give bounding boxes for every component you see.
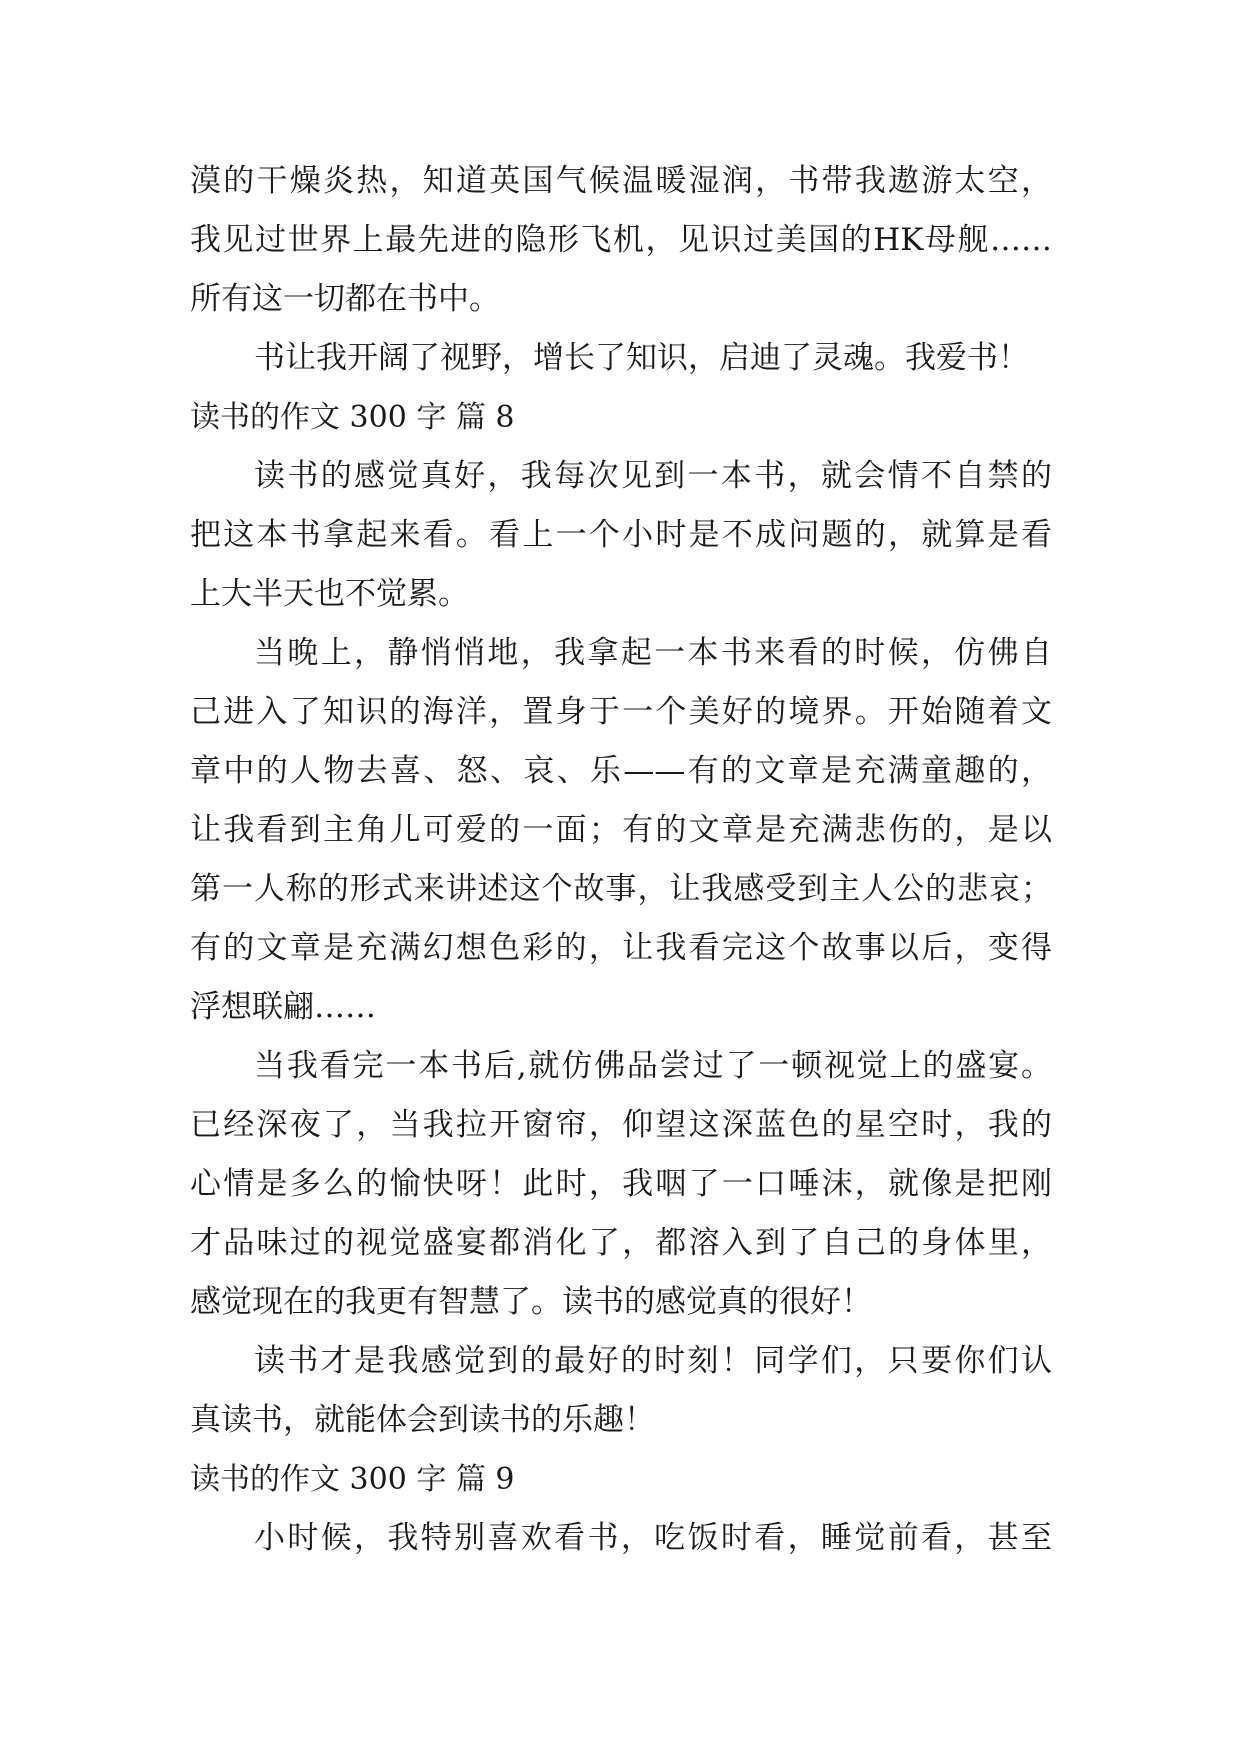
text-line: 当晚上，静悄悄地，我拿起一本书来看的时候，仿佛自 (254, 635, 1052, 671)
section-heading: 读书的作文 300 字 篇 9 (190, 1462, 515, 1497)
text-line: 有的文章是充满幻想色彩的，让我看完这个故事以后，变得 (190, 930, 1052, 966)
text-line: 真读书，就能体会到读书的乐趣！ (190, 1402, 655, 1438)
text-line: 让我看到主角儿可爱的一面；有的文章是充满悲伤的，是以 (190, 812, 1052, 848)
text-line: 书让我开阔了视野，增长了知识，启迪了灵魂。我爱书！ (254, 340, 1029, 376)
text-line: 第一人称的形式来讲述这个故事，让我感受到主人公的悲哀； (190, 871, 1052, 907)
text-line: 才品味过的视觉盛宴都消化了，都溶入到了自己的身体里， (190, 1225, 1052, 1261)
text-line: 心情是多么的愉快呀！此时，我咽了一口唾沫，就像是把刚 (190, 1166, 1052, 1202)
section-heading: 读书的作文 300 字 篇 8 (190, 400, 515, 435)
text-line: 上大半天也不觉累。 (190, 576, 469, 612)
text-line: 感觉现在的我更有智慧了。读书的感觉真的很好！ (190, 1284, 872, 1320)
text-line: 把这本书拿起来看。看上一个小时是不成问题的，就算是看 (190, 517, 1052, 553)
text-line: 所有这一切都在书中。 (190, 281, 500, 317)
text-line: 我见过世界上最先进的隐形飞机，见识过美国的HK母舰…… (190, 222, 1052, 258)
text-line: 章中的人物去喜、怒、哀、乐——有的文章是充满童趣的， (190, 753, 1052, 789)
text-line: 已经深夜了，当我拉开窗帘，仰望这深蓝色的星空时，我的 (190, 1107, 1052, 1143)
text-line: 己进入了知识的海洋，置身于一个美好的境界。开始随着文 (190, 694, 1052, 730)
text-line: 读书的感觉真好，我每次见到一本书，就会情不自禁的 (254, 458, 1052, 494)
text-line: 读书才是我感觉到的最好的时刻！同学们，只要你们认 (254, 1343, 1052, 1379)
text-line: 浮想联翩…… (190, 989, 376, 1025)
text-line: 当我看完一本书后,就仿佛品尝过了一顿视觉上的盛宴。 (254, 1048, 1052, 1084)
document-body (190, 152, 1052, 1568)
text-line: 小时候，我特别喜欢看书，吃饭时看，睡觉前看，甚至 (254, 1520, 1052, 1556)
text-line: 漠的干燥炎热，知道英国气候温暖湿润，书带我遨游太空， (190, 163, 1052, 199)
